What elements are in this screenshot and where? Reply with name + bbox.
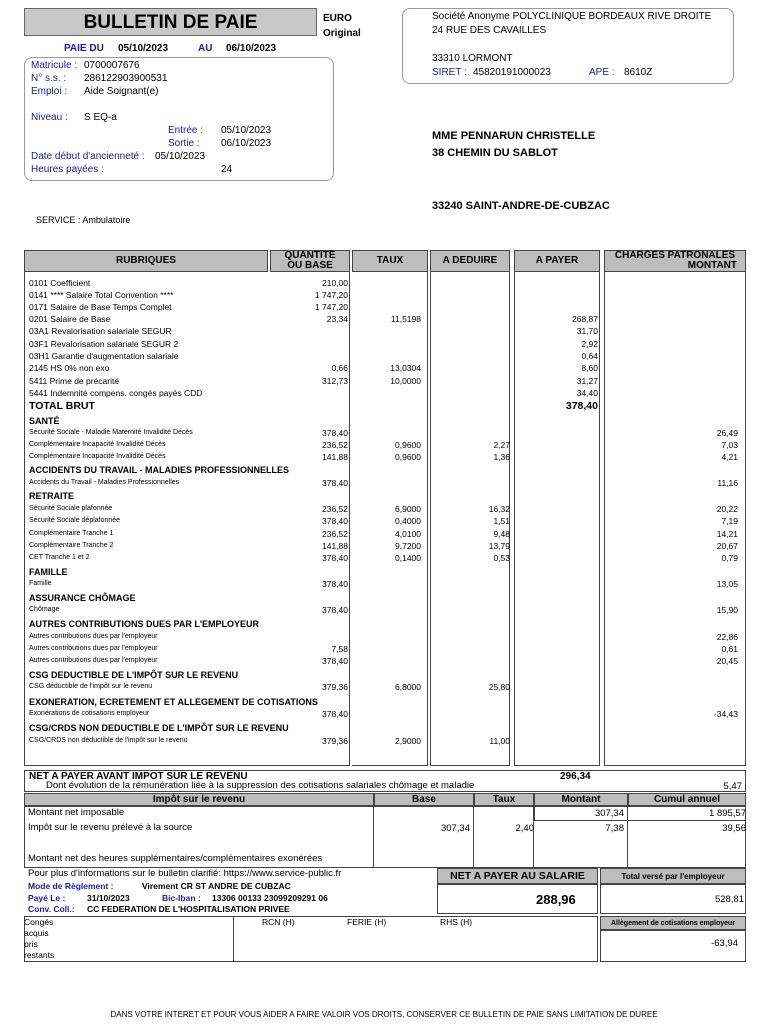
row-deduire: 11,00 [489, 736, 510, 746]
net-salarie-value: 288,96 [536, 892, 576, 907]
disclaimer: DANS VOTRE INTERET ET POUR VOUS AIDER A FAIRE VALOIR VOS DROITS, CONSERVER CE BULLETIN DE PAIE SANS LIMITATION DE DUREE [110, 1010, 658, 1019]
allegement-value: -63,94 [711, 938, 738, 949]
row-label: 0201 Salaire de Base [29, 314, 111, 324]
conv-value: CC FEDERATION DE L'HOSPITALISATION PRIVEE [87, 904, 290, 914]
row-label: Complémentaire Tranche 2 [29, 542, 114, 549]
row-charges: 15,90 [716, 605, 738, 615]
row-label: Accidents du Travail - Maladies Professionnelles [29, 479, 180, 486]
row-quantite: 7,58 [331, 644, 348, 654]
row-charges: 11,16 [717, 478, 738, 488]
table-row [29, 681, 746, 693]
table-row [29, 503, 746, 515]
ss-label: N° s.s. : [31, 73, 67, 84]
row-quantite: 236,52 [322, 440, 348, 450]
impot-col-base [374, 806, 474, 868]
table-row [29, 289, 746, 301]
row-payer: 31,27 [576, 376, 598, 386]
employer-street: 24 RUE DES CAVAILLES [432, 25, 547, 36]
row-quantite: 378,40 [322, 478, 348, 488]
table-row [29, 735, 746, 747]
row-charges: 20,22 [716, 504, 738, 514]
info-link[interactable]: Pour plus d'informations sur le bulletin clarifié: https://www.service-public.fr [28, 868, 342, 879]
sortie: 06/10/2023 [221, 138, 272, 149]
row-quantite: 312,73 [322, 376, 348, 386]
rhs-label: RHS (H) [440, 917, 473, 927]
heures-label: Heures payées : [31, 164, 104, 175]
table-row [29, 566, 746, 578]
row-quantite: 1 747,20 [314, 290, 348, 300]
sortie-label: Sortie : [168, 138, 200, 149]
row-taux: 6,9000 [395, 504, 421, 514]
matricule: 0700007676 [84, 60, 140, 71]
row-label: EXONERATION, ECRETEMENT ET ALLEGEMENT DE COTISATIONS [29, 697, 318, 707]
conges-pris: pris [24, 939, 38, 949]
table-row [29, 338, 746, 350]
row-charges: 0,61 [721, 644, 738, 654]
table-row [29, 350, 746, 362]
impot-header-base: Base [374, 793, 474, 806]
table-row [29, 325, 746, 337]
row-label: Complémentaire Tranche 1 [29, 530, 114, 537]
impot-r2-montant: 7,38 [605, 823, 624, 834]
header-charges [604, 250, 746, 272]
original-label: Original [323, 28, 361, 39]
row-charges: -34,43 [713, 709, 738, 719]
row-charges: 0,79 [721, 553, 738, 563]
impot-r3-label: Montant net des heures supplémentaires/complémentaires exonérées [28, 853, 323, 864]
siret-label: SIRET : [432, 67, 467, 78]
conges-divider [233, 916, 234, 962]
row-quantite: 141,88 [322, 541, 348, 551]
niveau: S EQ-a [84, 112, 117, 123]
row-quantite: 236,52 [322, 504, 348, 514]
row-payer: 34,40 [576, 388, 598, 398]
pay-to: 06/10/2023 [226, 43, 277, 54]
row-label: 03F1 Revalorisation salariale SEGUR 2 [29, 339, 179, 349]
table-row [29, 578, 746, 590]
row-charges: 22,86 [716, 632, 738, 642]
conges-table [24, 916, 598, 962]
row-quantite: 0,66 [331, 363, 348, 373]
row-deduire: 1,51 [493, 516, 510, 526]
row-label: 03H1 Garantie d'augmentation salariale [29, 351, 179, 361]
row-charges: 20,67 [716, 541, 738, 551]
row-charges: 7,03 [721, 440, 738, 450]
conges-acquis: acquis [24, 928, 49, 938]
net-avant-value: 296,34 [560, 771, 591, 782]
impot-header-montant: Montant [534, 793, 628, 806]
row-quantite: 378,40 [322, 428, 348, 438]
ape-label: APE : [589, 67, 615, 78]
conv-label: Conv. Coll.: [28, 904, 75, 914]
ape: 8610Z [624, 67, 653, 78]
row-deduire: 25,80 [488, 682, 510, 692]
row-label: CSG déductible de l'impôt sur le revenu [29, 683, 153, 690]
row-charges: 7,19 [721, 516, 738, 526]
row-quantite: 378,40 [322, 709, 348, 719]
table-row [29, 451, 746, 463]
table-row [29, 592, 746, 604]
net-avant-sub-label: Dont évolution de la rémunération liée à la suppression des cotisations salariales chômage et maladie [46, 780, 475, 791]
row-taux: 4,0100 [395, 529, 421, 539]
net-avant-label: NET A PAYER AVANT IMPOT SUR LE REVENU [29, 771, 248, 782]
row-label: FAMILLE [29, 567, 68, 577]
row-label: 03A1 Revalorisation salariale SEGUR [29, 326, 172, 336]
ferie-label: FERIE (H) [347, 917, 387, 927]
row-label: 0101 Coefficient [29, 278, 91, 288]
table-row [29, 375, 746, 387]
row-label: ACCIDENTS DU TRAVAIL - MALADIES PROFESSIONNELLES [29, 465, 290, 475]
total-employeur-value: 528,81 [714, 894, 744, 905]
conges-label: Congés [24, 917, 54, 927]
row-label: 2145 HS 0% non exo [29, 363, 110, 373]
row-deduire: 9,48 [493, 529, 510, 539]
row-quantite: 378,40 [322, 553, 348, 563]
service: SERVICE : Ambulatoire [36, 215, 131, 225]
total-employeur-label: Total versé par l'employeur [600, 868, 746, 884]
row-label: Sécurité Sociale déplafonnée [29, 517, 121, 524]
impot-header-cumul: Cumul annuel [628, 793, 746, 806]
table-row [29, 528, 746, 540]
table-row [29, 515, 746, 527]
pay-to-label: AU [198, 43, 213, 54]
row-label: 0171 Salaire de Base Temps Complet [29, 302, 172, 312]
iban-value: 13306 00133 23099209291 06 [212, 893, 328, 903]
row-quantite: 379,36 [322, 736, 348, 746]
row-payer: 268,87 [572, 314, 598, 324]
entree-label: Entrée : [168, 125, 204, 136]
row-label: CSG/CRDS NON DEDUCTIBLE DE L'IMPÔT SUR LE REVENU [29, 723, 289, 733]
currency: EURO [323, 13, 352, 24]
mode-value: Virement CR ST ANDRE DE CUBZAC [142, 881, 291, 891]
impot-r2-base: 307,34 [440, 823, 470, 834]
allegement-label: Allègement de cotisations employeur [600, 916, 746, 930]
employer-name: Société Anonyme POLYCLINIQUE BORDEAUX RIVE DROITE [432, 11, 712, 22]
row-label: Chômage [29, 606, 60, 613]
row-taux: 10,0000 [390, 376, 421, 386]
table-row [29, 400, 746, 412]
table-row [29, 439, 746, 451]
row-charges: 20,45 [716, 656, 738, 666]
row-label: SANTÉ [29, 416, 60, 426]
table-row [29, 477, 746, 489]
row-taux: 2,9000 [395, 736, 421, 746]
table-row [29, 540, 746, 552]
impot-header-taux: Taux [474, 793, 534, 806]
row-label: 5441 Indemnité compens. congés payés CDD [29, 388, 203, 398]
header-rubriques: RUBRIQUES [24, 250, 268, 272]
row-deduire: 0,53 [493, 553, 510, 563]
recipient-city: 33240 SAINT-ANDRE-DE-CUBZAC [432, 200, 610, 212]
emploi-label: Emploi : [31, 86, 68, 97]
row-payer: 8,60 [581, 363, 598, 373]
row-payer: 31,70 [576, 326, 598, 336]
row-quantite: 379,36 [322, 682, 348, 692]
row-taux: 0,1400 [395, 553, 421, 563]
row-payer: 0,64 [581, 351, 598, 361]
row-label: 5411 Prime de précarité [29, 376, 120, 386]
table-row [29, 655, 746, 667]
niveau-label: Niveau : [31, 112, 68, 123]
impot-col-taux [474, 806, 534, 868]
paye-label: Payé Le : [28, 893, 66, 903]
table-row [29, 427, 746, 439]
row-quantite: 23,34 [326, 314, 348, 324]
row-label: 0141 **** Salaire Total Convention **** [29, 290, 174, 300]
table-row [29, 696, 746, 708]
row-deduire: 13,79 [488, 541, 510, 551]
table-row [29, 301, 746, 313]
table-row [29, 708, 746, 720]
table-row [29, 464, 746, 476]
row-label: Sécurité Sociale - Maladie Maternité Invalidité Décès [29, 429, 193, 436]
row-taux: 6,8000 [395, 682, 421, 692]
row-charges: 14,21 [716, 529, 738, 539]
pay-from: 05/10/2023 [118, 43, 169, 54]
row-label: CSG DEDUCTIBLE DE L'IMPÔT SUR LE REVENU [29, 670, 239, 680]
row-label: Exonérations de cotisations employeur [29, 710, 150, 717]
table-row [29, 643, 746, 655]
table-row [29, 722, 746, 734]
paye-value: 31/10/2023 [87, 893, 130, 903]
iban-label: Bic-Iban : [162, 893, 201, 903]
row-label: CSG/CRDS non déductible de l'impôt sur le revenu [29, 737, 188, 744]
row-deduire: 1,36 [493, 452, 510, 462]
impot-r2-taux: 2,40 [515, 823, 534, 834]
row-quantite: 378,40 [322, 516, 348, 526]
row-taux: 0,4000 [395, 516, 421, 526]
row-label: Complémentaire Incapacité Invalidité Décès [29, 453, 166, 460]
siret: 45820191000023 [473, 67, 551, 78]
impot-r1-label: Montant net imposable [28, 807, 125, 818]
row-label: ASSURANCE CHÔMAGE [29, 593, 136, 603]
table-row [29, 669, 746, 681]
impot-r2-label: Impôt sur le revenu prélevé à la source [28, 822, 193, 833]
anciennete-label: Date début d'ancienneté : [31, 151, 145, 162]
impot-r2-cumul: 39,56 [722, 823, 746, 834]
page-title: BULLETIN DE PAIE [24, 8, 317, 36]
row-label: Complémentaire Incapacité Invalidité Décès [29, 441, 166, 448]
heures: 24 [221, 164, 233, 175]
header-deduire: A DEDUIRE [430, 250, 510, 272]
conges-restants: restants [24, 950, 55, 960]
row-quantite: 1 747,20 [314, 302, 348, 312]
recipient-street: 38 CHEMIN DU SABLOT [432, 147, 558, 159]
table-row [29, 490, 746, 502]
row-quantite: 378,40 [322, 656, 348, 666]
row-quantite: 236,52 [322, 529, 348, 539]
row-label: Autres contributions dues par l'employeur [29, 633, 158, 640]
row-charges: 4,21 [721, 452, 738, 462]
matricule-label: Matricule : [31, 60, 78, 71]
header-quantite: QUANTITE OU BASE [270, 250, 350, 272]
row-deduire: 16,32 [488, 504, 510, 514]
row-payer: 2,92 [581, 339, 598, 349]
mode-label: Mode de Règlement : [28, 881, 114, 891]
row-label: AUTRES CONTRIBUTIONS DUES PAR L'EMPLOYEUR [29, 619, 259, 629]
pay-from-label: PAIE DU [64, 43, 104, 54]
table-row [29, 604, 746, 616]
table-row [29, 631, 746, 643]
header-payer: A PAYER [514, 250, 600, 272]
employee-box [24, 57, 334, 181]
row-taux: 11,5198 [390, 314, 421, 324]
header-charges-title: CHARGES PATRONALES [614, 250, 736, 261]
row-label: Autres contributions dues par l'employeur [29, 657, 158, 664]
table-row [29, 618, 746, 630]
row-taux: 13,0304 [390, 363, 421, 373]
impot-r1-montant: 307,34 [594, 808, 624, 819]
recipient-name: MME PENNARUN CHRISTELLE [432, 130, 596, 142]
row-quantite: 378,40 [322, 605, 348, 615]
row-quantite: 378,40 [322, 579, 348, 589]
row-label: CET Tranche 1 et 2 [29, 554, 90, 561]
entree: 05/10/2023 [221, 125, 272, 136]
row-charges: 13,05 [716, 579, 738, 589]
employer-city: 33310 LORMONT [432, 53, 513, 64]
row-quantite: 141,88 [322, 452, 348, 462]
table-row [29, 415, 746, 427]
row-taux: 0,9600 [395, 452, 421, 462]
rcn-label: RCN (H) [262, 917, 295, 927]
ss-number: 286122903900531 [84, 73, 168, 84]
net-avant-sub-value: 5,47 [723, 781, 742, 792]
row-deduire: 2,27 [493, 440, 510, 450]
row-charges: 26,49 [716, 428, 738, 438]
table-row [29, 552, 746, 564]
table-row [29, 362, 746, 374]
emploi: Aide Soignant(e) [84, 86, 159, 97]
impot-header-label: Impôt sur le revenu [24, 793, 374, 806]
header-taux: TAUX [352, 250, 428, 272]
row-payer: 378,40 [565, 400, 598, 412]
table-row [29, 387, 746, 399]
row-quantite: 210,00 [322, 278, 348, 288]
row-label: Autres contributions dues par l'employeur [29, 645, 158, 652]
header-montant: MONTANT [687, 260, 737, 271]
row-label: Famille [29, 580, 52, 587]
anciennete: 05/10/2023 [155, 151, 206, 162]
net-salarie-label: NET A PAYER AU SALARIE [437, 868, 598, 884]
row-label: RETRAITE [29, 491, 74, 501]
row-taux: 9,7200 [395, 541, 421, 551]
impot-r1-cumul: 1 895,57 [709, 808, 746, 819]
table-row [29, 277, 746, 289]
row-taux: 0,9600 [395, 440, 421, 450]
row-label: TOTAL BRUT [29, 400, 95, 412]
table-row [29, 313, 746, 325]
row-label: Sécurité Sociale plafonnée [29, 505, 113, 512]
